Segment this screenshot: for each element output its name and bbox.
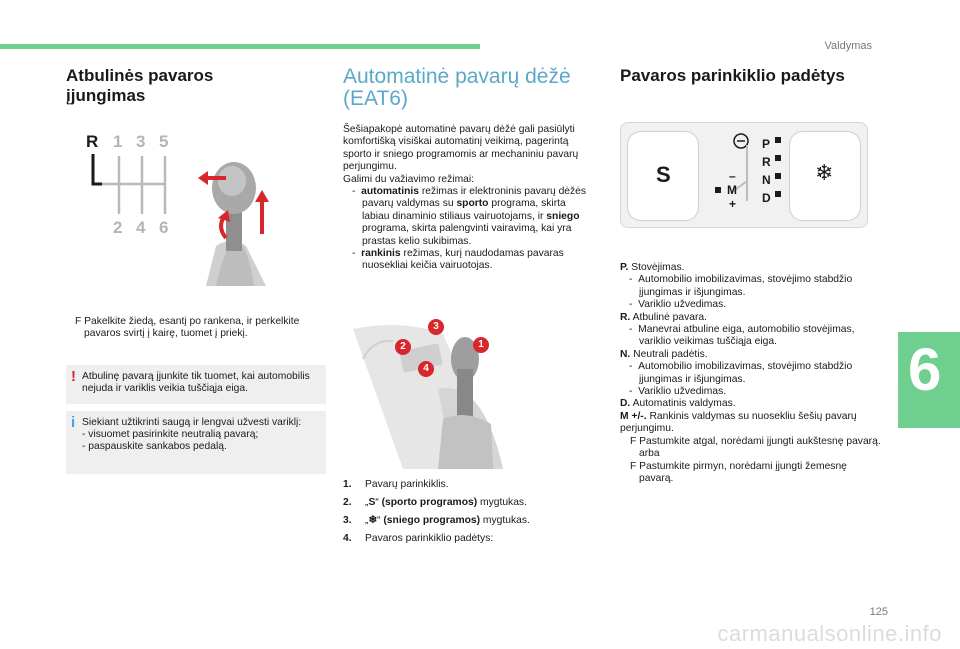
mode-automatic: - automatinis režimas ir elektroninis pavarų dėžės pavarų valdymas su sporto programa, skirta labiau dinaminio stiliaus vairuotojams, ir sniego programa, skirta palengvinti vairavimą, kai yra prastas kelio sukibimas. xyxy=(352,186,587,247)
gear-label-3: 3 xyxy=(136,132,146,151)
desc-r-item: - Manevrai atbuline eiga, automobilio stovėjimas, variklio veikimas tuščiąja eiga. xyxy=(629,324,855,348)
shift-gate-diagram xyxy=(701,131,797,219)
desc-m-or: arba xyxy=(639,448,660,460)
callout-2: 2 xyxy=(395,339,411,355)
reverse-instruction: F Pakelkite žiedą, esantį po rankena, ir perkelkite pavaros svirtį į kairę, tuomet į priekį. xyxy=(75,316,300,340)
page-number: 125 xyxy=(869,606,888,618)
positions-title: Pavaros parinkiklio padėtys xyxy=(620,66,845,85)
gear-label-1: 1 xyxy=(113,132,123,151)
legend-item: 2. „S“ (sporto programos) mygtukas. xyxy=(343,496,527,508)
desc-m-down: F Pastumkite pirmyn, norėdami įjungti žemesnę pavarą. xyxy=(630,460,847,484)
warning-text: Atbulinę pavarą įjunkite tik tuomet, kai automobilis nejuda ir variklis veikia tuščiąja eiga. xyxy=(82,370,310,395)
pos-n: N xyxy=(762,173,771,187)
mode-manual: - rankinis režimas, kurį naudodamas pavaras nuosekliai keičia vairuotojas. xyxy=(352,248,564,272)
pos-m: M xyxy=(727,183,737,197)
console-illustration xyxy=(343,319,513,469)
sport-button xyxy=(627,131,699,221)
chapter-number: 6 xyxy=(908,336,942,403)
desc-n-item: - Variklio užvedimas. xyxy=(629,386,727,398)
desc-p: P. Stovėjimas. xyxy=(620,262,685,273)
automatic-title-line2: (EAT6) xyxy=(343,87,408,110)
callout-1: 1 xyxy=(473,337,489,353)
minus-sign: – xyxy=(729,169,736,183)
desc-p-item: - Automobilio imobilizavimas, stovėjimo stabdžio įjungimas ir išjungimas. xyxy=(629,274,853,298)
automatic-title-line1: Automatinė pavarų dėžė xyxy=(343,65,571,88)
column-selector-positions xyxy=(620,66,882,485)
callout-4: 4 xyxy=(418,361,434,377)
warning-icon: ! xyxy=(71,367,76,385)
column-automatic-gearbox xyxy=(343,66,591,551)
desc-m-up: F Pastumkite atgal, norėdami įjungti aukštesnę pavarą. xyxy=(630,435,881,447)
desc-r: R. Atbulinė pavara. xyxy=(620,311,708,323)
gear-label-2: 2 xyxy=(113,218,123,237)
desc-p-item: - Variklio užvedimas. xyxy=(629,299,727,311)
desc-n-item: - Automobilio imobilizavimas, stovėjimo stabdžio įjungimas ir išjungimas. xyxy=(629,361,853,385)
top-accent-bar xyxy=(0,44,480,49)
desc-n: N. Neutrali padėtis. xyxy=(620,348,708,360)
automatic-intro: Šešiapakopė automatinė pavarų dėžė gali pasiūlyti komfortišką visiškai automatinį veikimą, pagerintą sporto ir sniego programomis ar mechaniniu pavarų perjungimu. xyxy=(343,124,579,173)
chapter-tab xyxy=(898,332,960,428)
snowflake-icon: ❄ xyxy=(815,160,834,185)
selector-panel xyxy=(620,122,868,228)
pos-d: D xyxy=(762,191,771,205)
pos-p: P xyxy=(762,137,771,151)
sport-label: S xyxy=(656,162,671,187)
callout-3: 3 xyxy=(428,319,444,335)
info-item: - paspauskite sankabos pedalą. xyxy=(82,441,227,453)
column-reverse-gear xyxy=(66,66,326,474)
modes-intro: Galimi du važiavimo režimai: xyxy=(343,173,475,185)
info-item: - visuomet pasirinkite neutralią pavarą; xyxy=(82,429,259,441)
section-label: Valdymas xyxy=(824,40,872,52)
warning-note xyxy=(66,365,326,404)
legend-item: 4. Pavaros parinkiklio padėtys: xyxy=(343,532,494,544)
info-note xyxy=(66,411,326,474)
legend-item: 1. Pavarų parinkiklis. xyxy=(343,478,449,490)
gear-label-4: 4 xyxy=(136,218,146,237)
gear-illustration xyxy=(66,126,296,286)
manual-gearbox-diagram xyxy=(66,126,296,286)
gear-label-6: 6 xyxy=(159,218,169,237)
watermark: carmanualsonline.info xyxy=(717,621,942,646)
legend-item: 3. „❄“ (sniego programos) mygtukas. xyxy=(343,514,530,526)
info-icon: i xyxy=(71,413,76,431)
snow-button xyxy=(789,131,861,221)
pos-r: R xyxy=(762,155,771,169)
reverse-gear-title: Atbulinės pavaros įjungimas xyxy=(66,66,214,105)
desc-m: M +/-. Rankinis valdymas su nuosekliu šešių pavarų perjungimu. xyxy=(620,410,857,435)
desc-d: D. Automatinis valdymas. xyxy=(620,398,736,410)
gear-label-r: R xyxy=(86,132,99,151)
gear-label-5: 5 xyxy=(159,132,169,151)
info-intro: Siekiant užtikrinti saugą ir lengvai užvesti variklį: xyxy=(82,416,302,428)
plus-sign: + xyxy=(729,197,737,211)
